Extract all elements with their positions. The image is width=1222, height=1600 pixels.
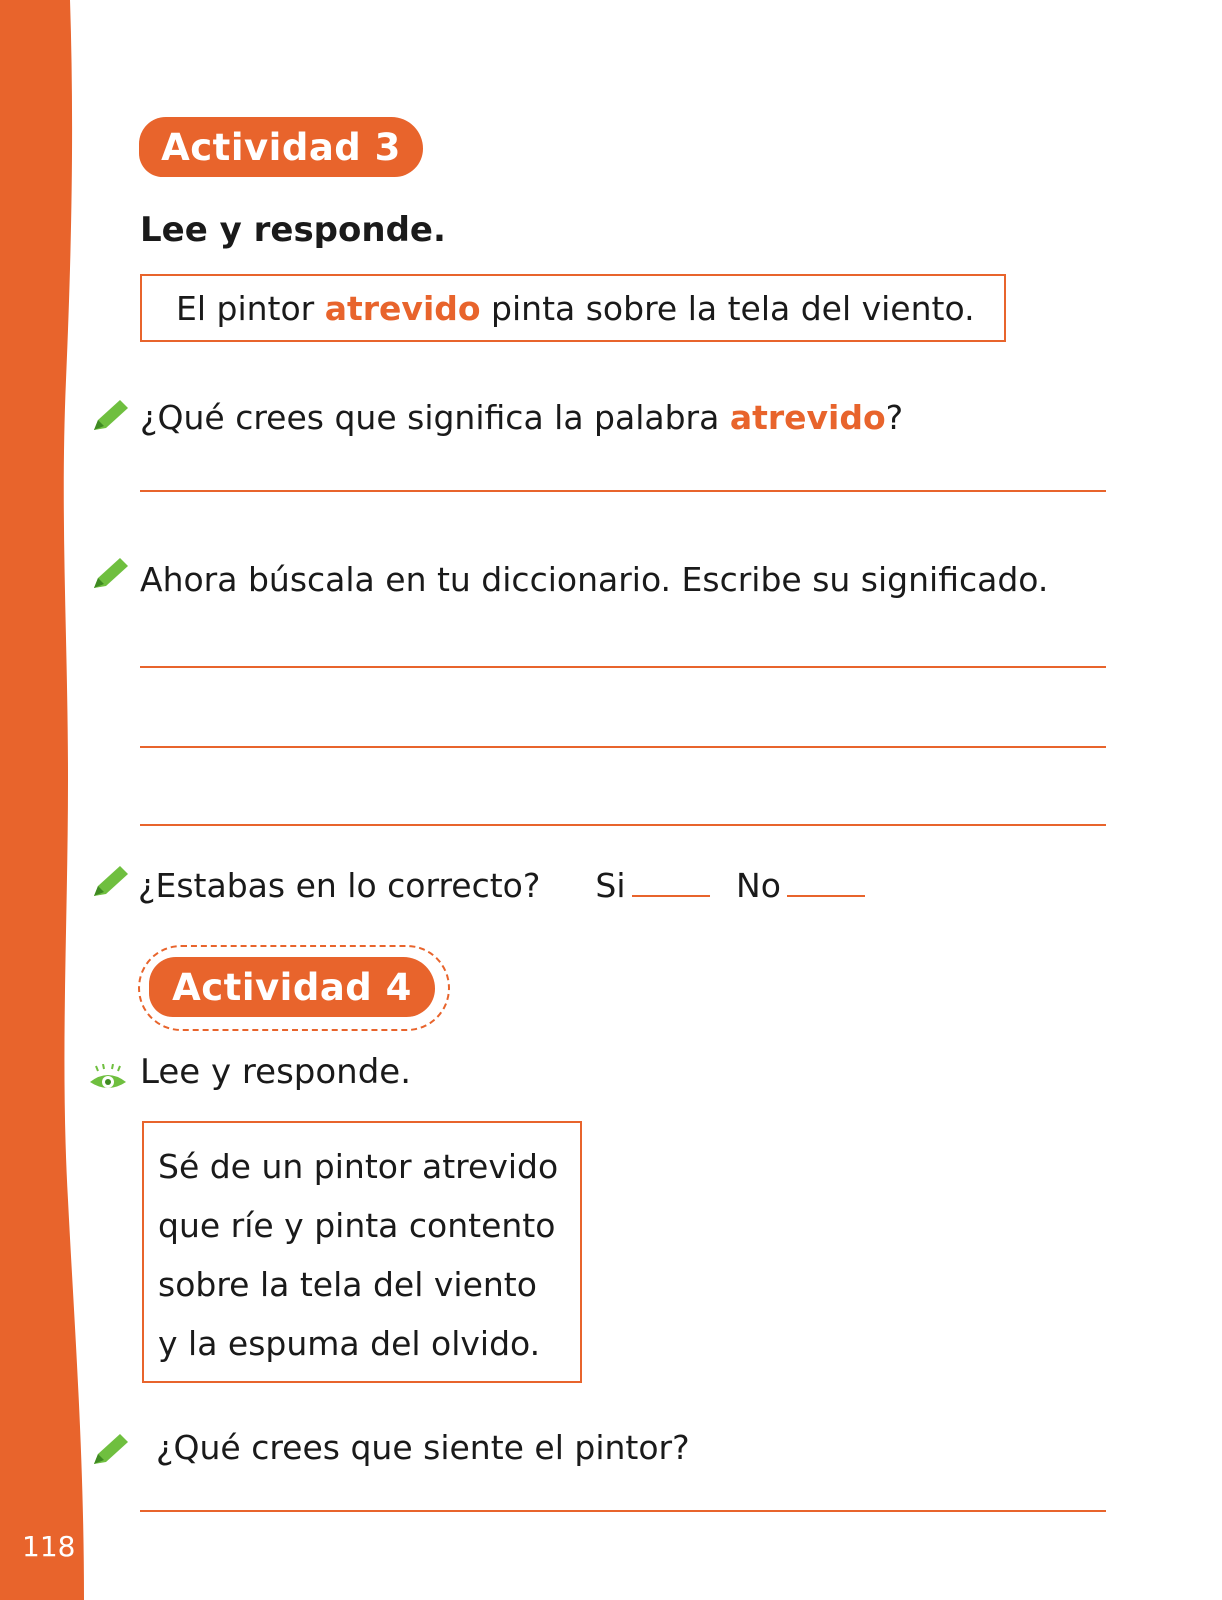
- pencil-icon: [90, 398, 130, 434]
- poem-line: sobre la tela del viento: [158, 1265, 537, 1304]
- answer-line-1[interactable]: [140, 490, 1106, 492]
- answer-line-2[interactable]: [140, 666, 1106, 668]
- activity-4-badge: Actividad 4: [149, 957, 435, 1017]
- q1-highlight: atrevido: [729, 398, 886, 437]
- pencil-icon: [90, 864, 130, 900]
- sentence-highlight: atrevido: [324, 288, 481, 328]
- activity-3-question-2: Ahora búscala en tu diccionario. Escribe su significado.: [140, 560, 1049, 599]
- activity-4-instruction: Lee y responde.: [140, 1052, 412, 1092]
- activity-3-badge: Actividad 3: [139, 117, 423, 177]
- q1-text: ¿Qué crees que significa la palabra: [140, 398, 730, 437]
- sentence-box: [140, 274, 1006, 342]
- sentence-before: El pintor: [176, 288, 325, 328]
- answer-line-4[interactable]: [140, 824, 1106, 826]
- q3-text: ¿Estabas en lo correcto?: [138, 866, 541, 905]
- poem-line: Sé de un pintor atrevido: [158, 1147, 559, 1186]
- yes-label: Si: [595, 866, 626, 905]
- poem-line: que ríe y pinta contento: [158, 1206, 556, 1245]
- poem-line: y la espuma del olvido.: [158, 1324, 541, 1363]
- pencil-icon: [90, 556, 130, 592]
- poem-box: [142, 1121, 582, 1383]
- yes-blank[interactable]: [632, 887, 710, 897]
- q1-question-mark: ?: [885, 398, 904, 437]
- answer-line-3[interactable]: [140, 746, 1106, 748]
- eye-icon: [88, 1064, 128, 1094]
- side-band: [0, 0, 100, 1600]
- no-label: No: [736, 866, 781, 905]
- activity-3-question-1: [140, 398, 903, 437]
- pencil-icon: [90, 1432, 130, 1468]
- activity-3-question-3: [138, 866, 881, 905]
- page-number: 118: [22, 1530, 76, 1563]
- no-blank[interactable]: [787, 887, 865, 897]
- sentence-after: pinta sobre la tela del viento.: [480, 288, 975, 328]
- activity-3-instruction: Lee y responde.: [140, 210, 446, 250]
- answer-line-5[interactable]: [140, 1510, 1106, 1512]
- activity-4-question-1: ¿Qué crees que siente el pintor?: [156, 1428, 690, 1467]
